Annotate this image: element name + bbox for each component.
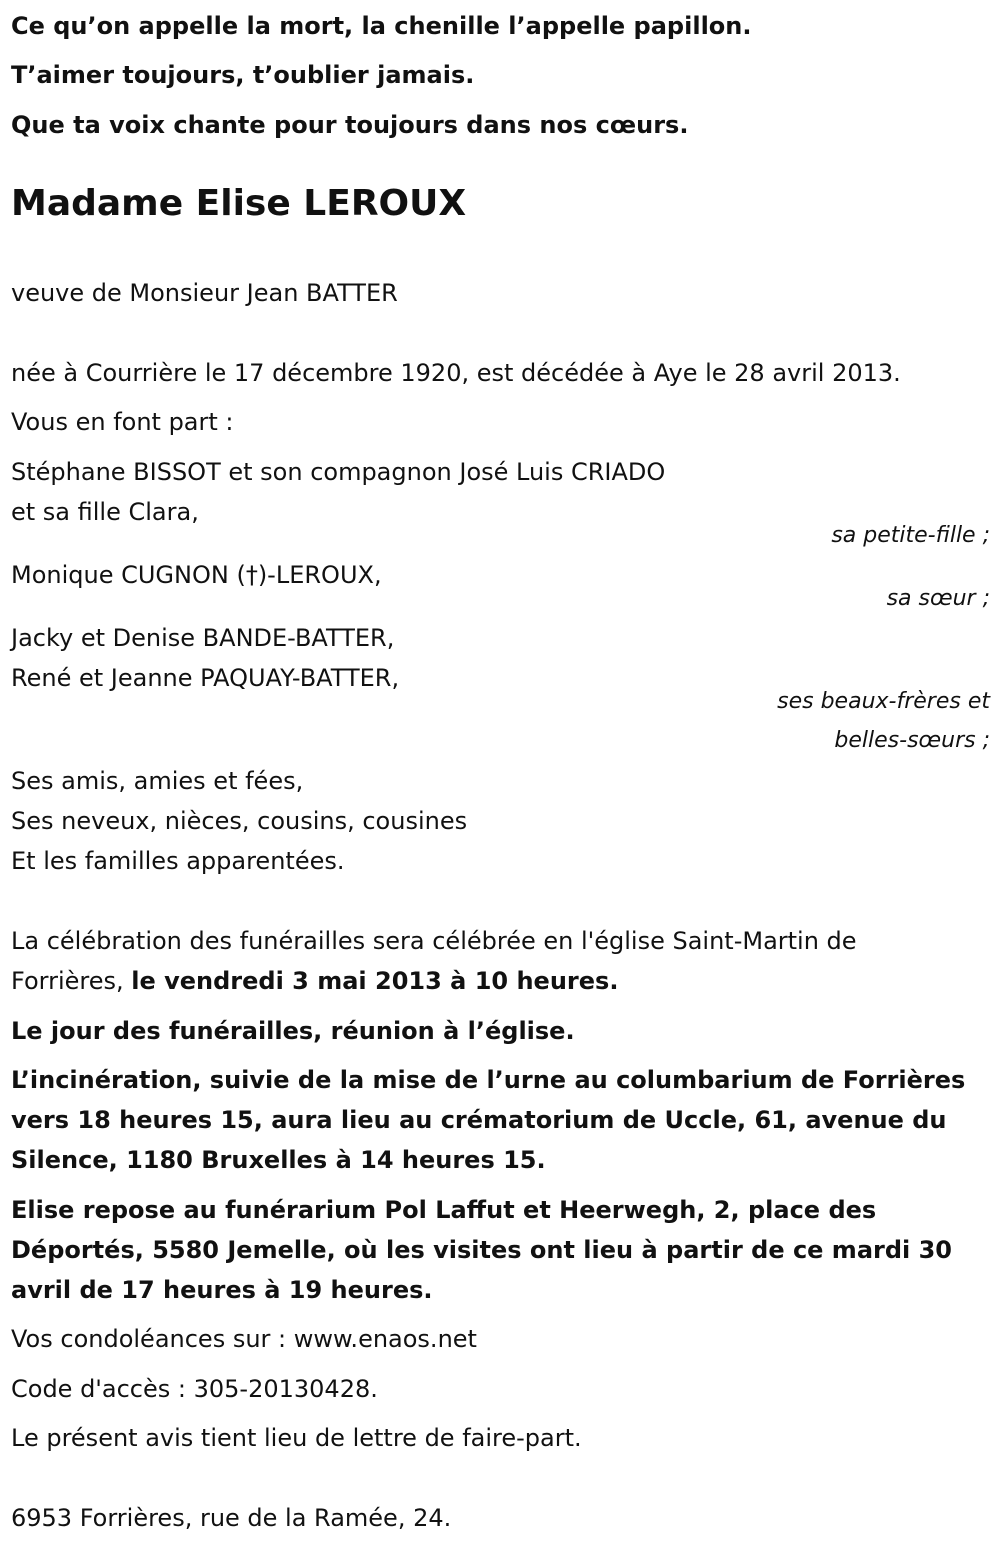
family-nephews: Ses neveux, nièces, cousins, cousines: [11, 807, 468, 835]
epigraph-line-2: T’aimer toujours, t’oublier jamais.: [11, 61, 475, 89]
family-stephane-line-2: et sa fille Clara,: [11, 498, 199, 526]
family-families: Et les familles apparentées.: [11, 847, 345, 875]
notice: Le présent avis tient lieu de lettre de faire-part.: [11, 1424, 582, 1452]
family-friends: Ses amis, amies et fées,: [11, 767, 304, 795]
rests-line-3: avril de 17 heures à 19 heures.: [11, 1276, 433, 1304]
family-jacky: Jacky et Denise BANDE-BATTER,: [11, 624, 395, 652]
incineration-line-3: Silence, 1180 Bruxelles à 14 heures 15.: [11, 1146, 546, 1174]
deceased-name: Madame Elise LEROUX: [11, 183, 467, 224]
condolences: Vos condoléances sur : www.enaos.net: [11, 1325, 477, 1353]
family-monique: Monique CUGNON (†)-LEROUX,: [11, 561, 382, 589]
funeral-place: Forrières,: [11, 967, 132, 995]
funeral-date: le vendredi 3 mai 2013 à 10 heures.: [131, 967, 619, 995]
role-sister: sa sœur ;: [886, 586, 990, 611]
access-code: Code d'accès : 305-20130428.: [11, 1375, 378, 1403]
incineration-line-2: vers 18 heures 15, aura lieu au crématorium de Uccle, 61, avenue du: [11, 1106, 947, 1134]
birth-death: née à Courrière le 17 décembre 1920, est décédée à Aye le 28 avril 2013.: [11, 359, 901, 387]
widow-of: veuve de Monsieur Jean BATTER: [11, 279, 398, 307]
rests-line-1: Elise repose au funérarium Pol Laffut et Heerwegh, 2, place des: [11, 1196, 877, 1224]
incineration-line-1: L’incinération, suivie de la mise de l’urne au columbarium de Forrières: [11, 1066, 966, 1094]
funeral-line-2: [11, 961, 618, 1001]
epigraph-line-3: Que ta voix chante pour toujours dans nos cœurs.: [11, 111, 689, 139]
funeral-meeting: Le jour des funérailles, réunion à l’église.: [11, 1017, 575, 1045]
address: 6953 Forrières, rue de la Ramée, 24.: [11, 1504, 452, 1532]
rests-line-2: Déportés, 5580 Jemelle, où les visites ont lieu à partir de ce mardi 30: [11, 1236, 953, 1264]
role-inlaws-line-1: ses beaux-frères et: [777, 689, 990, 714]
role-granddaughter: sa petite-fille ;: [831, 523, 990, 548]
family-rene: René et Jeanne PAQUAY-BATTER,: [11, 664, 400, 692]
funeral-line-1: La célébration des funérailles sera célébrée en l'église Saint-Martin de: [11, 927, 857, 955]
family-stephane-line-1: Stéphane BISSOT et son compagnon José Luis CRIADO: [11, 458, 666, 486]
epigraph-line-1: Ce qu’on appelle la mort, la chenille l’appelle papillon.: [11, 12, 752, 40]
announce: Vous en font part :: [11, 408, 234, 436]
role-inlaws-line-2: belles-sœurs ;: [834, 728, 990, 753]
